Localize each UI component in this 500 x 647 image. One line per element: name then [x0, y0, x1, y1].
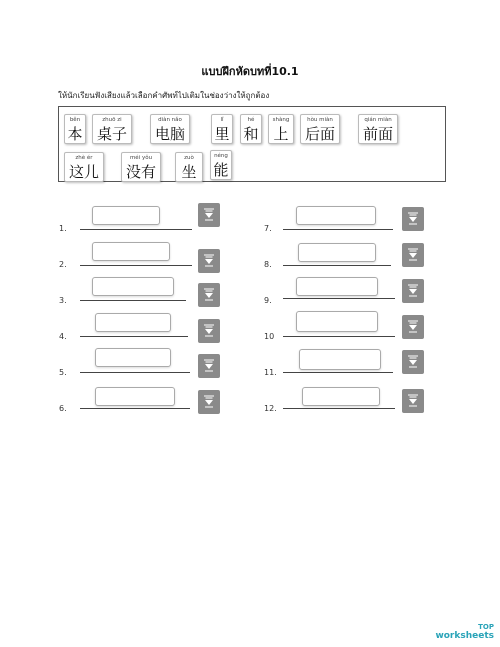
word-pinyin: néng — [214, 153, 228, 159]
answer-line — [80, 408, 190, 409]
speaker-play-icon — [407, 212, 419, 226]
answer-line — [80, 300, 186, 301]
word-pinyin: zhuō zi — [102, 117, 122, 123]
speaker-play-icon — [407, 355, 419, 369]
answer-line — [283, 336, 395, 337]
question-number: 2. — [59, 260, 67, 269]
answer-dropzone[interactable] — [296, 277, 378, 296]
word-hanzi: 这儿 — [68, 163, 99, 181]
speaker-play-icon — [203, 208, 215, 222]
question-number: 8. — [264, 260, 272, 269]
question-number: 10 — [264, 332, 275, 341]
answer-line — [283, 372, 393, 373]
speaker-play-icon — [203, 359, 215, 373]
page-title: แบบฝึกหัดบทที่10.1 — [201, 65, 299, 78]
answer-dropzone[interactable] — [298, 243, 376, 262]
word-card[interactable] — [175, 152, 203, 182]
word-pinyin: lǐ — [220, 117, 224, 123]
question-number: 3. — [59, 296, 67, 305]
word-pinyin: shàng — [272, 117, 290, 123]
word-card[interactable] — [150, 114, 190, 144]
audio-button[interactable] — [198, 283, 220, 307]
speaker-play-icon — [203, 395, 215, 409]
answer-dropzone[interactable] — [302, 387, 380, 406]
word-hanzi: 后面 — [304, 125, 335, 143]
answer-line — [80, 229, 192, 230]
speaker-play-icon — [407, 394, 419, 408]
audio-button[interactable] — [402, 389, 424, 413]
question-number: 4. — [59, 332, 67, 341]
brand-logo — [435, 623, 494, 641]
question-number: 11. — [264, 368, 277, 377]
word-hanzi: 没有 — [125, 163, 156, 181]
answer-line — [80, 336, 188, 337]
question-number: 6. — [59, 404, 67, 413]
word-hanzi: 桌子 — [96, 125, 127, 143]
word-card[interactable] — [210, 150, 232, 180]
word-pinyin: běn — [69, 117, 81, 123]
audio-button[interactable] — [402, 243, 424, 267]
answer-line — [283, 265, 391, 266]
word-pinyin: méi yǒu — [129, 155, 153, 161]
answer-line — [283, 229, 393, 230]
audio-button[interactable] — [198, 203, 220, 227]
word-hanzi: 和 — [243, 125, 259, 143]
word-bank — [58, 106, 446, 182]
answer-dropzone[interactable] — [95, 387, 175, 406]
word-card[interactable] — [300, 114, 340, 144]
word-hanzi: 前面 — [362, 125, 393, 143]
answer-line — [80, 265, 192, 266]
answer-line — [283, 298, 395, 299]
answer-dropzone[interactable] — [296, 206, 376, 225]
speaker-play-icon — [407, 248, 419, 262]
word-hanzi: 本 — [67, 125, 83, 143]
word-pinyin: zuò — [184, 155, 194, 161]
answer-dropzone[interactable] — [92, 277, 174, 296]
question-number: 5. — [59, 368, 67, 377]
answer-dropzone[interactable] — [95, 348, 171, 367]
answer-line — [80, 372, 190, 373]
audio-button[interactable] — [402, 350, 424, 374]
instruction-text: ให้นักเรียนฟังเสียงแล้วเลือกคำศัพท์ไปเติมในช่องว่างให้ถูกต้อง — [58, 91, 270, 100]
brand-name-text: worksheets — [435, 631, 494, 641]
audio-button[interactable] — [198, 390, 220, 414]
word-card[interactable] — [240, 114, 262, 144]
word-card[interactable] — [211, 114, 233, 144]
answer-line — [283, 408, 395, 409]
word-pinyin: zhè ér — [75, 155, 93, 161]
word-card[interactable] — [64, 114, 86, 144]
audio-button[interactable] — [198, 319, 220, 343]
word-hanzi: 电脑 — [154, 125, 185, 143]
word-hanzi: 坐 — [181, 163, 197, 181]
answer-dropzone[interactable] — [92, 242, 170, 261]
question-number: 7. — [264, 224, 272, 233]
speaker-play-icon — [203, 254, 215, 268]
brand-top-text: TOP — [478, 623, 494, 631]
answer-dropzone[interactable] — [95, 313, 171, 332]
speaker-play-icon — [203, 324, 215, 338]
word-pinyin: hé — [247, 117, 255, 123]
word-pinyin: hòu miàn — [307, 117, 333, 123]
question-number: 1. — [59, 224, 67, 233]
word-hanzi: 里 — [214, 125, 230, 143]
answer-dropzone[interactable] — [296, 311, 378, 332]
word-hanzi: 上 — [273, 125, 289, 143]
audio-button[interactable] — [402, 207, 424, 231]
answer-dropzone[interactable] — [299, 349, 381, 370]
word-pinyin: diàn nǎo — [158, 117, 182, 123]
word-card[interactable] — [121, 152, 161, 182]
word-card[interactable] — [358, 114, 398, 144]
answer-dropzone[interactable] — [92, 206, 160, 225]
word-card[interactable] — [268, 114, 294, 144]
word-card[interactable] — [64, 152, 104, 182]
word-card[interactable] — [92, 114, 132, 144]
question-number: 12. — [264, 404, 277, 413]
question-number: 9. — [264, 296, 272, 305]
audio-button[interactable] — [402, 279, 424, 303]
word-hanzi: 能 — [213, 161, 229, 179]
speaker-play-icon — [407, 320, 419, 334]
audio-button[interactable] — [402, 315, 424, 339]
word-pinyin: qián miàn — [364, 117, 392, 123]
audio-button[interactable] — [198, 249, 220, 273]
speaker-play-icon — [203, 288, 215, 302]
audio-button[interactable] — [198, 354, 220, 378]
speaker-play-icon — [407, 284, 419, 298]
